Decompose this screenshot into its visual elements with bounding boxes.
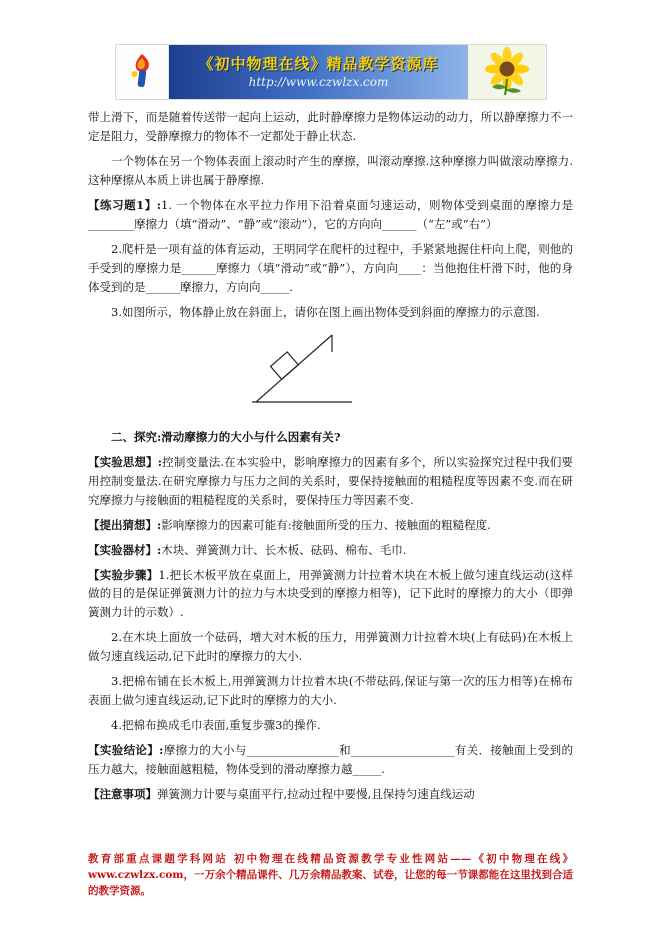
caution-label: 【注意事项】 — [88, 787, 157, 802]
exercise-1-label: 【练习题1】: — [88, 197, 161, 212]
exercise-1-text: 1. 一个物体在水平拉力作用下沿着桌面匀速运动，则物体受到桌面的摩擦力是________摩擦力（填“滑动”、“静”或“滚动”），它的方向向______（“左”或“右”） — [88, 197, 573, 231]
caution-text: 弹簧测力计要与桌面平行,拉动过程中要慢,且保持匀速直线运动 — [157, 787, 475, 802]
logo-box — [116, 45, 169, 99]
paragraph-experiment-idea — [88, 453, 573, 510]
site-banner — [115, 44, 547, 100]
steps-1-text: 1.把长木板平放在桌面上，用弹簧测力计拉着木块在木板上做匀速直线运动(这样做的目的是保证弹簧测力计的拉力与木块受到的摩擦力相等)，记下此时的摩擦力的大小（即弹簧测力计的示数）. — [88, 567, 573, 620]
banner-url: http://www.czwlzx.com — [248, 75, 389, 90]
section-heading-explore: 二、探究:滑动摩擦力的大小与什么因素有关? — [111, 429, 341, 444]
experiment-idea-text: 控制变量法.在本实验中，影响摩擦力的因素有多个，所以实验探究过程中我们要用控制变量法.在研究摩擦力与压力之间的关系时，要保持接触面的粗糙程度等因素不变.而在研究摩擦力与接触面的粗糙程度的关系时，要保持压力等因素不变. — [88, 454, 573, 507]
hypothesis-text: 影响摩擦力的因素可能有:接触面所受的压力、接触面的粗糙程度. — [161, 517, 491, 532]
paragraph-steps-3: 3.把棉布铺在长木板上,用弹簧测力计拉着木块(不带砝码,保证与第一次的压力相等)在棉布表面上做匀速直线运动,记下此时的摩擦力的大小. — [88, 674, 573, 708]
apparatus-text: 木块、弹簧测力计、长木板、砝码、棉布、毛巾. — [161, 542, 407, 557]
paragraph-hypothesis — [88, 516, 573, 535]
paragraph-steps-4: 4.把棉布换成毛巾表面,重复步骤3的操作. — [111, 718, 321, 733]
conclusion-label: 【实验结论】: — [88, 743, 164, 758]
torch-logo-icon — [122, 51, 162, 93]
paragraph-steps-1 — [88, 566, 573, 623]
paragraph-exercise-2: 2.爬杆是一项有益的体育运动，王明同学在爬杆的过程中，手紧紧地握住杆向上爬，则他的手受到的摩擦力是______摩擦力（填“滑动”或“静”），方向向____：当他抱住杆滑下时，他的身体受到的是______摩擦力，方向向_____. — [88, 241, 573, 294]
experiment-idea-label: 【实验思想】: — [88, 454, 163, 469]
paragraph-steps-2: 2.在木块上面放一个砝码，增大对木板的压力，用弹簧测力计拉着木块(上有砝码)在木板上做匀速直线运动,记下此时的摩擦力的大小. — [88, 630, 573, 664]
footer-promo-text: 教育部重点课题学科网站 初中物理在线精品资源教学专业性网站——《初中物理在线》www.czwlzx.com，一万余个精品课件、几万余精品教案、试卷，让您的每一节课都能在这里找到合适的教学资源。 — [88, 853, 573, 897]
hypothesis-label: 【提出猜想】: — [88, 517, 162, 532]
banner-text-area — [169, 45, 468, 99]
paragraph-conclusion — [88, 741, 573, 779]
paragraph-exercise-3: 3.如图所示，物体静止放在斜面上，请你在图上画出物体受到斜面的摩擦力的示意图. — [111, 304, 540, 319]
paragraph-caution — [88, 785, 573, 804]
steps-label: 【实验步骤】 — [88, 567, 159, 582]
paragraph-apparatus — [88, 541, 573, 560]
paragraph-exercise-1 — [88, 196, 573, 234]
document-body — [88, 108, 573, 810]
flower-box — [468, 45, 546, 99]
sunflower-icon — [476, 47, 538, 97]
apparatus-label: 【实验器材】: — [88, 542, 162, 557]
paragraph-static-friction-note: 带上滑下，而是随着传送带一起向上运动，此时静摩擦力是物体运动的动力，所以静摩擦力不一定是阻力，受静摩擦力的物体不一定都处于静止状态. — [88, 110, 573, 143]
banner-title: 《初中物理在线》精品教学资源库 — [198, 55, 439, 74]
paragraph-rolling-friction: 一个物体在另一个物体表面上滚动时产生的摩擦，叫滚动摩擦.这种摩擦力叫做滚动摩擦力.这种摩擦从本质上讲也属于静摩擦. — [88, 153, 573, 187]
conclusion-text: 摩擦力的大小与________________和__________________有关．接触面上受到的压力越大，接触面越粗糙，物体受到的滑动摩擦力越_____. — [88, 743, 574, 777]
incline-block-figure — [248, 328, 378, 414]
